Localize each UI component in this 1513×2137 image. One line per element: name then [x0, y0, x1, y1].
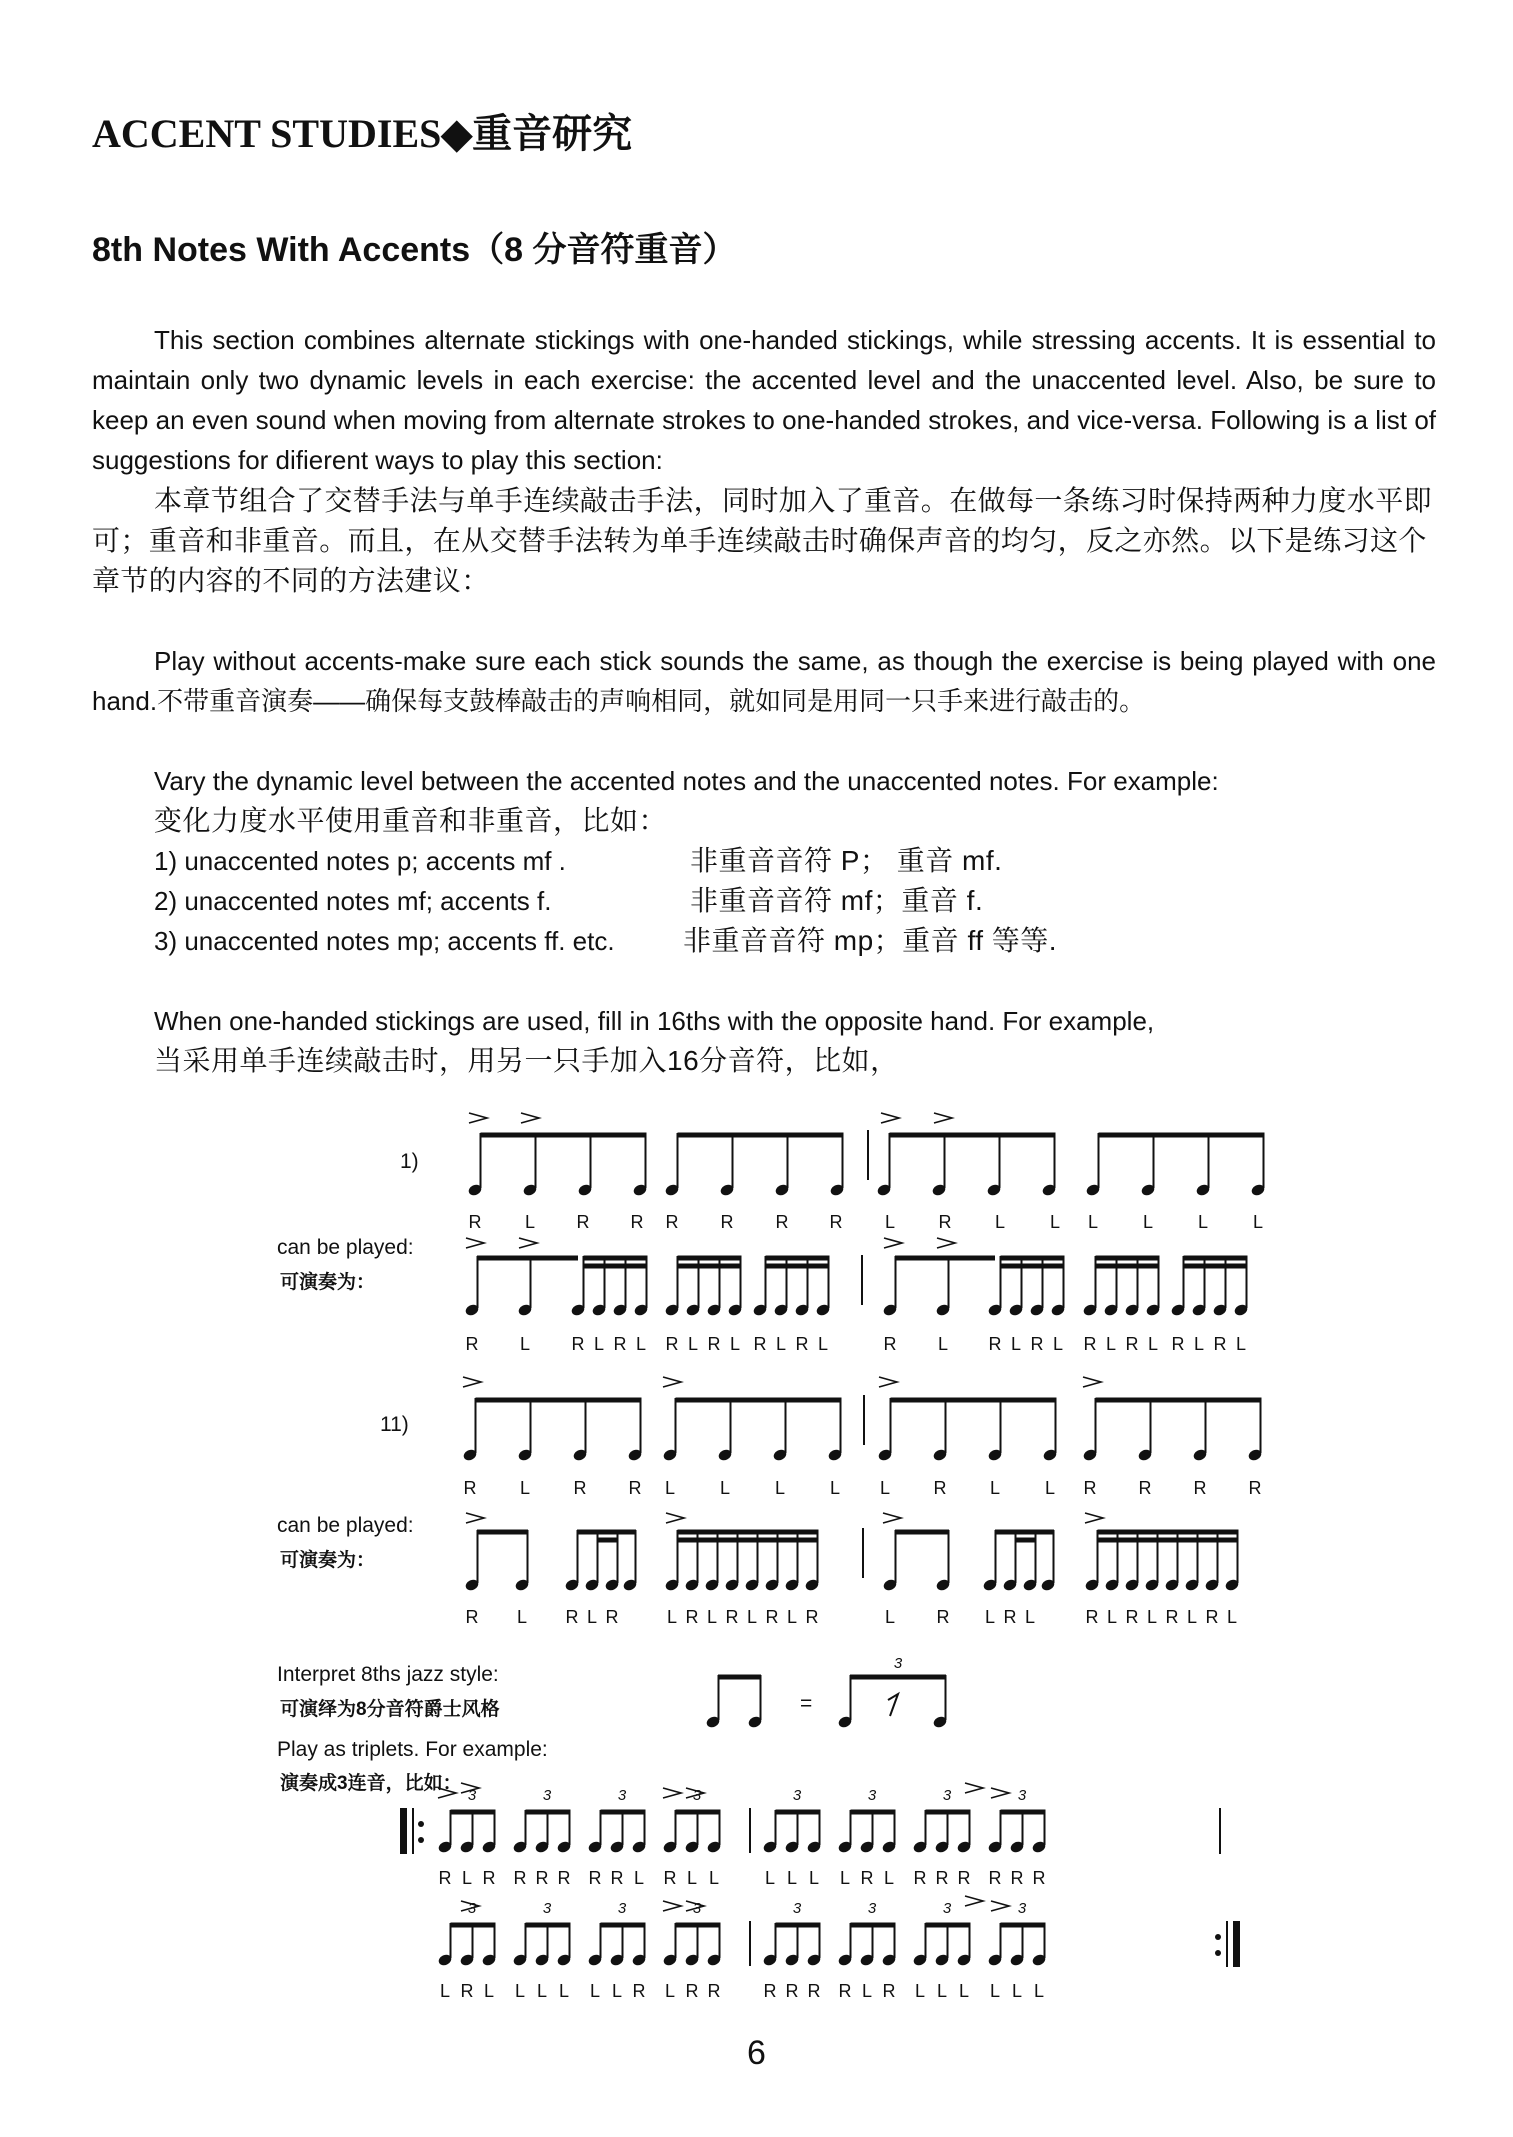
triplet-number: 3	[617, 1787, 627, 1804]
sticking-letter: R	[1030, 1334, 1044, 1354]
beam	[526, 1810, 571, 1815]
jazz-style-label: Interpret 8ths jazz style:	[277, 1663, 499, 1686]
sticking-letter: R	[1083, 1478, 1097, 1498]
sticking-letter: R	[565, 1607, 579, 1627]
sticking-letter: R	[775, 1212, 789, 1232]
sticking-letter: L	[1024, 1607, 1036, 1627]
page-number: 6	[747, 2034, 766, 2072]
sticking-letter: R	[1010, 1868, 1024, 1888]
sticking-letter: R	[468, 1212, 482, 1232]
sticking-letter: L	[884, 1607, 896, 1627]
sticking-letter: L	[1087, 1212, 1099, 1232]
sticking-letter: R	[632, 1981, 646, 2001]
sticking-letter: R	[882, 1981, 896, 2001]
sticking-letter: R	[763, 1981, 777, 2001]
repeat-dot	[1215, 1950, 1221, 1956]
sticking-letter: R	[935, 1868, 949, 1888]
triplet-number: 3	[467, 1900, 477, 1917]
sticking-letter: L	[1105, 1334, 1117, 1354]
sticking-letter: L	[1252, 1212, 1264, 1232]
dynamic-item-3-cn: 非重音音符 mp；重音 ff 等等.	[683, 925, 1058, 956]
intro-chinese: 本章节组合了交替手法与单手连续敲击手法，同时加入了重音。在做每一条练习时保持两种力度水平即可；重音和非重音。而且，在从交替手法转为单手连续敲击时确保声音的均匀，反之亦然。以下是练习这个章节的内容的不同的方法建议：	[92, 485, 1433, 596]
accent-mark	[879, 1377, 897, 1387]
sticking-letter: L	[589, 1981, 601, 2001]
sticking-letter: R	[605, 1607, 619, 1627]
beam	[584, 1256, 648, 1261]
sticking-letter: R	[1085, 1607, 1099, 1627]
accent-mark	[883, 1513, 901, 1523]
beam	[850, 1675, 946, 1680]
sticking-letter: L	[1142, 1212, 1154, 1232]
accent-mark	[965, 1783, 983, 1793]
sticking-letter: R	[663, 1868, 677, 1888]
sticking-letter: L	[958, 1981, 970, 2001]
dynamic-item-2-en: 2) unaccented notes mf; accents f.	[154, 886, 552, 916]
beam	[584, 1264, 648, 1269]
beam	[1184, 1264, 1248, 1269]
beam	[766, 1256, 830, 1261]
beam	[451, 1923, 496, 1928]
sticking-letter: L	[937, 1334, 949, 1354]
sticking-letter: R	[765, 1607, 779, 1627]
can-be-played-label-2: can be played:	[277, 1514, 414, 1537]
sticking-letter: L	[719, 1478, 731, 1498]
triplet-number: 3	[867, 1900, 877, 1917]
beam	[1001, 1264, 1065, 1269]
accent-mark	[663, 1788, 681, 1798]
sticking-letter: L	[516, 1607, 528, 1627]
sticking-letter: L	[989, 1981, 1001, 2001]
beam	[895, 1530, 949, 1535]
triplet-number: 3	[942, 1787, 952, 1804]
triplet-number: 3	[867, 1787, 877, 1804]
sticking-letter: R	[465, 1607, 479, 1627]
sticking-letter: R	[829, 1212, 843, 1232]
sticking-letter: L	[786, 1607, 798, 1627]
beam	[598, 1538, 619, 1543]
sticking-letter: L	[729, 1334, 741, 1354]
sticking-letter: L	[611, 1981, 623, 2001]
beam	[891, 1398, 1057, 1403]
sticking-letter: L	[666, 1607, 678, 1627]
sticking-letter: L	[664, 1981, 676, 2001]
beam	[926, 1810, 971, 1815]
sticking-letter: L	[984, 1607, 996, 1627]
sticking-letter: R	[933, 1478, 947, 1498]
sticking-letter: L	[635, 1334, 647, 1354]
repeat-dot	[418, 1821, 424, 1827]
sticking-letter: R	[463, 1478, 477, 1498]
sticking-letter: L	[1235, 1334, 1247, 1354]
triplet-number: 3	[692, 1900, 702, 1917]
repeat-end-thick	[1233, 1921, 1240, 1967]
tip-fill-en: When one-handed stickings are used, fill in 16ths with the opposite hand. For example,	[154, 1006, 1155, 1036]
sticking-letter: R	[1003, 1607, 1017, 1627]
sticking-letter: R	[628, 1478, 642, 1498]
accent-mark	[991, 1901, 1009, 1911]
triplet-number: 3	[542, 1900, 552, 1917]
sticking-letter: L	[1044, 1478, 1056, 1498]
sticking-letter: R	[588, 1868, 602, 1888]
beam	[481, 1133, 647, 1138]
sticking-letter: L	[774, 1478, 786, 1498]
beam	[1096, 1398, 1262, 1403]
sticking-letter: L	[817, 1334, 829, 1354]
beam	[1098, 1538, 1239, 1543]
beam	[1016, 1538, 1037, 1543]
accent-mark	[881, 1113, 899, 1123]
repeat-start-thick	[400, 1808, 407, 1854]
triplet-number: 3	[467, 1787, 477, 1804]
sticking-letter: R	[438, 1868, 452, 1888]
accent-mark	[438, 1788, 456, 1798]
tip-no-accents: Play without accents-make sure each stick sounds the same, as though the exercise is being played with one hand.不带重音演奏——确保每支鼓棒敲击的声响相同，就如同是用同一只手来进行敲击的。	[92, 646, 1436, 716]
exercise-11-label: 11)	[380, 1413, 409, 1436]
sticking-letter: L	[879, 1478, 891, 1498]
beam	[477, 1530, 528, 1535]
beam	[1098, 1530, 1239, 1535]
sticking-letter: R	[613, 1334, 627, 1354]
sticking-letter: R	[1125, 1334, 1139, 1354]
sticking-letter: L	[519, 1334, 531, 1354]
sticking-letter: L	[708, 1868, 720, 1888]
can-be-played-cn-1: 可演奏为：	[280, 1272, 376, 1293]
beam	[890, 1133, 1056, 1138]
sticking-letter: L	[1226, 1607, 1238, 1627]
sticking-letter: L	[914, 1981, 926, 2001]
beam	[926, 1923, 971, 1928]
triplet-number: 3	[792, 1900, 802, 1917]
sticking-letter: R	[805, 1607, 819, 1627]
intro-english: This section combines alternate stickings with one-handed stickings, while stressing accents. It is essential to maintain only two dynamic levels in each exercise: the accented level and the unaccented level. Also, be sure to keep an even sound when moving from alternate strokes to one-handed strokes, and vice-versa. Following is a list of suggestions for difierent ways to play this section:	[92, 325, 1436, 475]
triplet-number: 3	[617, 1900, 627, 1917]
eighth-rest	[888, 1694, 898, 1716]
triplet-number: 3	[1017, 1787, 1027, 1804]
sticking-letter: L	[633, 1868, 645, 1888]
beam	[531, 1256, 578, 1261]
sticking-letter: R	[571, 1334, 585, 1354]
sticking-letter: L	[829, 1478, 841, 1498]
sticking-letter: L	[1049, 1212, 1061, 1232]
sticking-letter: R	[1193, 1478, 1207, 1498]
sticking-letter: R	[460, 1981, 474, 2001]
sticking-letter: L	[519, 1478, 531, 1498]
sticking-letter: R	[610, 1868, 624, 1888]
beam	[1096, 1264, 1160, 1269]
sticking-letter: L	[1146, 1607, 1158, 1627]
beam	[949, 1256, 995, 1261]
sticking-letter: L	[994, 1212, 1006, 1232]
sticking-letter: L	[839, 1868, 851, 1888]
accent-mark	[965, 1896, 983, 1906]
sticking-letter: R	[720, 1212, 734, 1232]
beam	[676, 1810, 721, 1815]
sticking-letter: L	[706, 1607, 718, 1627]
sticking-letter: R	[1165, 1607, 1179, 1627]
dynamic-item-1-en: 1) unaccented notes p; accents mf .	[154, 846, 566, 876]
sticking-letter: L	[514, 1981, 526, 2001]
beam	[577, 1530, 636, 1535]
beam	[1001, 1810, 1046, 1815]
sticking-letter: L	[764, 1868, 776, 1888]
sticking-letter: L	[593, 1334, 605, 1354]
accent-mark	[884, 1238, 902, 1248]
sticking-letter: L	[1147, 1334, 1159, 1354]
sticking-letter: L	[989, 1478, 1001, 1498]
sticking-letter: R	[1032, 1868, 1046, 1888]
beam	[678, 1538, 819, 1543]
beam	[895, 1256, 949, 1261]
beam	[851, 1923, 896, 1928]
beam	[451, 1810, 496, 1815]
sticking-letter: L	[664, 1478, 676, 1498]
equals-sign: =	[800, 1692, 813, 1715]
sticking-letter: L	[883, 1868, 895, 1888]
accent-mark	[1083, 1377, 1101, 1387]
beam	[526, 1923, 571, 1928]
sticking-letter: R	[988, 1334, 1002, 1354]
accent-mark	[663, 1377, 681, 1387]
triplets-label: Play as triplets. For example:	[277, 1738, 548, 1761]
sticking-letter: L	[1052, 1334, 1064, 1354]
sticking-letter: L	[558, 1981, 570, 2001]
triplet-number: 3	[542, 1787, 552, 1804]
sticking-letter: L	[1186, 1607, 1198, 1627]
sticking-letter: R	[482, 1868, 496, 1888]
sticking-letter: L	[1010, 1334, 1022, 1354]
beam	[1001, 1256, 1065, 1261]
sticking-letter: R	[936, 1607, 950, 1627]
sticking-letter: R	[535, 1868, 549, 1888]
sticking-letter: L	[808, 1868, 820, 1888]
triplet-number: 3	[942, 1900, 952, 1917]
triplet-number: 3	[1017, 1900, 1027, 1917]
sticking-letter: R	[1171, 1334, 1185, 1354]
beam	[995, 1530, 1054, 1535]
sticking-letter: L	[586, 1607, 598, 1627]
sticking-letter: R	[785, 1981, 799, 2001]
sticking-letter: L	[1011, 1981, 1023, 2001]
sticking-letter: L	[936, 1981, 948, 2001]
sticking-letter: R	[938, 1212, 952, 1232]
sticking-letter: L	[536, 1981, 548, 2001]
accent-mark	[519, 1238, 537, 1248]
beam	[676, 1923, 721, 1928]
page-title: ACCENT STUDIES◆重音研究	[92, 111, 633, 156]
can-be-played-label-1: can be played:	[277, 1236, 414, 1259]
repeat-dot	[1215, 1934, 1221, 1940]
beam	[476, 1398, 642, 1403]
sticking-letter: L	[1106, 1607, 1118, 1627]
exercise-1-label: 1)	[400, 1150, 419, 1173]
sticking-letter: L	[461, 1868, 473, 1888]
tip-fill-cn: 当采用单手连续敲击时，用另一只手加入16分音符，比如，	[154, 1045, 899, 1076]
sticking-letter: L	[861, 1981, 873, 2001]
sticking-letter: R	[807, 1981, 821, 2001]
beam	[676, 1398, 842, 1403]
tip-dynamics-en: Vary the dynamic level between the accented notes and the unaccented notes. For example:	[154, 766, 1219, 796]
accent-mark	[466, 1513, 484, 1523]
sticking-letter: R	[707, 1334, 721, 1354]
sticking-letter: R	[988, 1868, 1002, 1888]
sticking-letter: R	[860, 1868, 874, 1888]
sticking-letter: L	[786, 1868, 798, 1888]
beam	[678, 1133, 844, 1138]
sticking-letter: L	[483, 1981, 495, 2001]
sticking-letter: R	[557, 1868, 571, 1888]
accent-mark	[937, 1238, 955, 1248]
beam	[1184, 1256, 1248, 1261]
sticking-letter: R	[1083, 1334, 1097, 1354]
sticking-letter: R	[707, 1981, 721, 2001]
beam	[1099, 1133, 1265, 1138]
beam	[477, 1256, 531, 1261]
sticking-letter: R	[465, 1334, 479, 1354]
sticking-letter: R	[1125, 1607, 1139, 1627]
sticking-letter: R	[513, 1868, 527, 1888]
beam	[718, 1675, 761, 1680]
triplet-number: 3	[692, 1787, 702, 1804]
sticking-letter: R	[665, 1334, 679, 1354]
sticking-letter: L	[439, 1981, 451, 2001]
sticking-letter: R	[883, 1334, 897, 1354]
sticking-letter: R	[685, 1981, 699, 2001]
beam	[1096, 1256, 1160, 1261]
accent-mark	[1085, 1513, 1103, 1523]
beam	[776, 1923, 821, 1928]
sticking-letter: L	[686, 1868, 698, 1888]
triplet-number: 3	[792, 1787, 802, 1804]
sticking-letter: R	[957, 1868, 971, 1888]
beam	[1001, 1923, 1046, 1928]
sticking-letter: L	[775, 1334, 787, 1354]
sticking-letter: R	[1205, 1607, 1219, 1627]
sticking-letter: R	[665, 1212, 679, 1232]
sticking-letter: L	[1197, 1212, 1209, 1232]
sticking-letter: L	[687, 1334, 699, 1354]
triplets-cn: 演奏成3连音，比如：	[280, 1773, 462, 1794]
sticking-letter: R	[576, 1212, 590, 1232]
sticking-letter: L	[746, 1607, 758, 1627]
beam	[766, 1264, 830, 1269]
sticking-letter: R	[838, 1981, 852, 2001]
sticking-letter: L	[1033, 1981, 1045, 2001]
accent-mark	[466, 1238, 484, 1248]
beam	[851, 1810, 896, 1815]
sticking-letter: R	[795, 1334, 809, 1354]
can-be-played-cn-2: 可演奏为：	[280, 1550, 376, 1571]
sticking-letter: R	[1213, 1334, 1227, 1354]
jazz-style-cn: 可演绎为8分音符爵士风格	[280, 1699, 500, 1720]
sticking-letter: L	[1193, 1334, 1205, 1354]
beam	[678, 1530, 819, 1535]
sticking-letter: L	[884, 1212, 896, 1232]
beam	[678, 1264, 742, 1269]
accent-mark	[469, 1113, 487, 1123]
repeat-dot	[418, 1837, 424, 1843]
dynamic-item-2-cn: 非重音音符 mf；重音 f.	[690, 885, 984, 916]
sticking-letter: R	[913, 1868, 927, 1888]
accent-mark	[463, 1377, 481, 1387]
sticking-letter: L	[524, 1212, 536, 1232]
sticking-letter: R	[1248, 1478, 1262, 1498]
accent-mark	[663, 1901, 681, 1911]
dynamic-item-1-cn: 非重音音符 P； 重音 mf.	[690, 845, 1003, 876]
beam	[776, 1810, 821, 1815]
dynamic-item-3-en: 3) unaccented notes mp; accents ff. etc.	[154, 926, 615, 956]
sticking-letter: R	[630, 1212, 644, 1232]
sticking-letter: R	[753, 1334, 767, 1354]
sticking-letter: R	[573, 1478, 587, 1498]
sticking-letter: R	[1138, 1478, 1152, 1498]
accent-mark	[934, 1113, 952, 1123]
beam	[601, 1923, 646, 1928]
accent-mark	[991, 1788, 1009, 1798]
beam	[601, 1810, 646, 1815]
section-heading: 8th Notes With Accents（8 分音符重音）	[92, 231, 737, 269]
accent-mark	[521, 1113, 539, 1123]
triplet-number: 3	[893, 1655, 903, 1672]
tip-dynamics-cn: 变化力度水平使用重音和非重音，比如：	[154, 805, 668, 836]
beam	[678, 1256, 742, 1261]
sticking-letter: R	[725, 1607, 739, 1627]
sticking-letter: R	[685, 1607, 699, 1627]
accent-mark	[666, 1513, 684, 1523]
